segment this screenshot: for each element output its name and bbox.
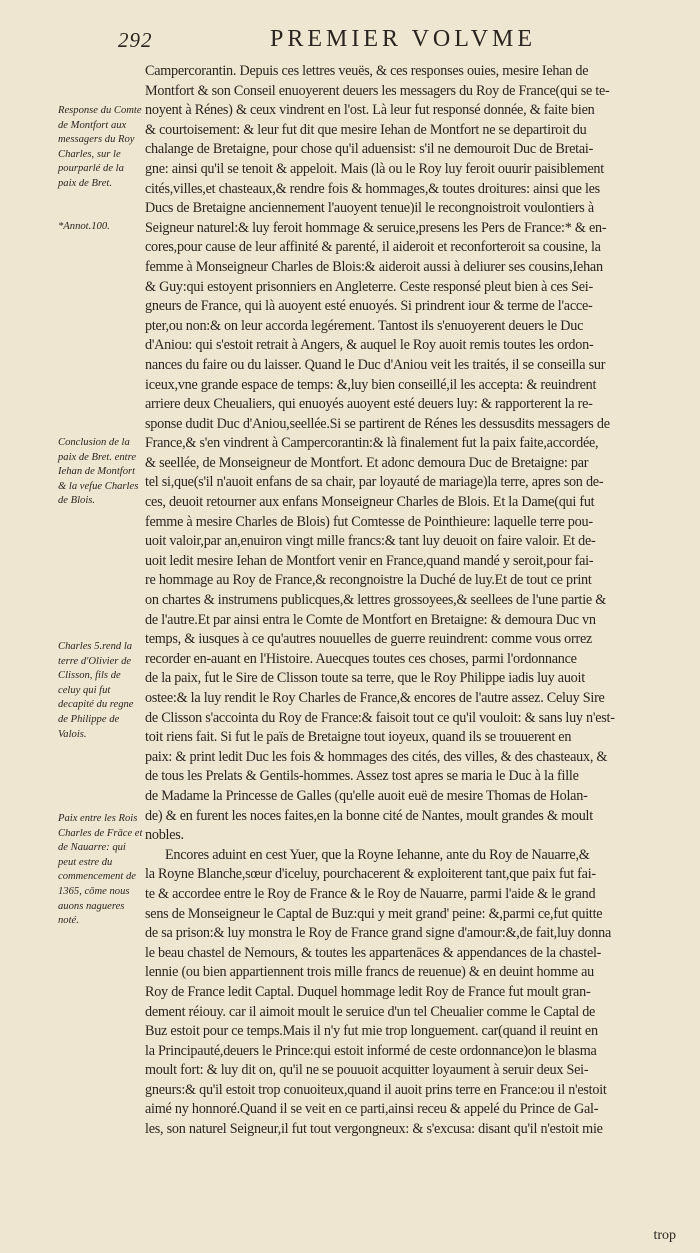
text-line: moult fort: & luy dit on, qu'il ne se pouuoit acquitter loyaument à seruir deux Sei- [145,1062,589,1079]
running-head [118,26,670,54]
text-line: iceux,vne grande espace de temps: &,luy bien conseillé,il les accepta: & reuindrent [145,376,597,393]
text-line: chalange de Bretaigne, pour chose qu'il aduensist: s'il ne demouroit Duc de Bretai- [145,141,594,158]
text-line: noyent à Rénes) & ceux vindrent en l'ost. Là leur fut responsé donnée, & faite bien [145,102,595,119]
text-line: la Royne Blanche,sœur d'iceluy, pourchacerent & exploiterent tant,que paix fut fai- [145,866,596,883]
text-line: d'Aniou: qui s'estoit retrait à Angers, & auquel le Roy auoit remis toutes les ordon- [145,337,594,354]
text-line: France,& s'en vindrent à Campercorantin:& là finalement fut la paix faite,accordée, [145,435,599,452]
text-line: de la paix, fut le Sire de Clisson toute sa terre, que le Roy Philippe iadis luy auoit [145,670,585,687]
catchword: trop [653,1228,676,1243]
text-line: & Guy:qui estoyent prisonniers en Angleterre. Ceste responsé pleut bien à ces Sei- [145,278,593,295]
text-line: cités,villes,et chasteaux,& rendre fois & hommages,& toutes droitures: ainsi que les [145,180,600,197]
text-line: cores,pour cause de leur affinité & parenté, il aideroit et reconforteroit sa cousine, la [145,239,601,256]
text-line: & seellée, de Monseigneur de Montfort. Et adonc demoura Duc de Bretaigne: par [145,454,589,471]
margin-note-peace-conclusion: Conclusion de la paix de Bret. entre Iehan de Montfort & la vefue Charles de Blois. [58,437,139,507]
margin-note-peace-navarre: Paix entre les Rois Charles de Frāce et de Nauarre: qui peut estre du commencement de 1365, cōme nous auons nagueres noté. [58,813,143,927]
page-title: PREMIER VOLVME [270,26,537,52]
text-line: Seigneur naturel:& luy feroit hommage & seruice,presens les Pers de France:* & en- [145,219,607,236]
text-line: de Madame la Princesse de Galles (qu'elle auoit euë de mesire Thomas de Holan- [145,787,588,804]
text-line: uoit valoir,par an,enuiron vingt mille francs:& tant luy deuoit on faire valoir. Et de- [145,533,596,550]
text-line: uoit ledit mesire Iehan de Montfort venir en France,quand mandé y seroit,pour fai- [145,552,594,569]
text-line: te & accordee entre le Roy de France & le Roy de Nauarre, parmi l'aide & le grand [145,885,596,902]
text-line: le beau chastel de Nemours, & toutes les appartenāces & appendances de la chastel- [145,944,602,961]
text-line: nances du faire ou du laisser. Quand le Duc d'Aniou veit les traités, il se conseilla sur [145,356,606,373]
margin-note-response-montfort: Response du Comte de Montfort aux messagers du Roy Charles, sur le pourparlé de la paix de Bret. [58,105,142,189]
text-line: gne: ainsi qu'il se tenoit & appeloit. Mais (là ou le Roy luy feroit ouurir paisiblement [145,160,604,177]
text-line: de) & en furent les noces faites,en la bonne cité de Nantes, moult grandes & moult [145,807,593,824]
text-line: Montfort & son Conseil enuoyerent deuers les messagers du Roy de France(qui se te- [145,82,610,99]
text-line: nobles. [145,827,184,844]
text-line: les, son naturel Seigneur,il fut tout vergongneux: & s'excusa: disant qu'il n'estoit mie [145,1121,603,1138]
text-line: paix: & print ledit Duc les fois & hommages des cités, des villes, & des chasteaux, & [145,748,608,765]
text-line: pter,ou non:& on leur accorda legérement. Tantost ils s'enuoyerent deuers le Duc [145,317,584,334]
text-line: dement réiouy. car il aimoit moult le seruice d'un tel Cheualier comme le Captal de [145,1003,596,1020]
text-line: sponse dudit Duc d'Aniou,seellée.Si se partirent de Rénes les dessusdits messagers de [145,415,610,432]
text-line: femme à mesire Charles de Blois) fut Comtesse de Pointhieure: laquelle terre pou- [145,513,593,530]
text-line: Roy de France ledit Captal. Duquel hommage ledit Roy de France fut moult gran- [145,983,591,1000]
text-line: on chartes & instrumens publicques,& lettres grossoyees,& seellees de l'une partie & [145,592,607,609]
body-text [145,62,675,1140]
text-line: femme à Monseigneur Charles de Blois:& aideroit aussi à deliurer ses cousins,Iehan [145,258,603,275]
text-line: de tous les Prelats & Gentils-hommes. Assez tost apres se maria le Duc à la fille [145,768,579,785]
page-number: 292 [118,28,153,52]
text-line: ostee:& la luy rendit le Roy Charles de France,& encores de l'autre assez. Celuy Sire [145,690,605,706]
text-line: Encores aduint en cest Yuer, que la Royne Iehanne, ante du Roy de Nauarre,& [165,846,590,863]
text-line: sens de Monseigneur le Captal de Buz:qui y meit grand' peine: &,parmi ce,fut quitte [145,905,603,922]
text-line: tel si,que(s'il n'auoit enfans de sa chair, par loyauté de mariage)la terre, apres son de- [145,474,604,491]
text-line: gneurs:& qu'il estoit trop conuoiteux,quand il auoit prins terre en France:ou il n'estoit [145,1081,607,1098]
text-line: la Principauté,deuers le Prince:qui estoit informé de ceste ordonnance)on le blasma [145,1042,597,1059]
text-line: arriere deux Cheualiers, qui enuoyés auoyent esté deuers luy: & rapporterent la re- [145,396,593,413]
text-line: ces, deuoit retourner aux enfans Monseigneur Charles de Blois. Et la Dame(qui fut [145,494,595,511]
text-line: aimé ny honnoré.Quand il se veit en ce parti,ainsi receu & appelé du Prince de Gal- [145,1101,599,1118]
text-line: de l'autre.Et par ainsi entra le Comte de Montfort en Bretaigne: & demoura Duc vn [145,611,596,628]
margin-note-clisson: Charles 5.rend la terre d'Olivier de Clisson, fils de celuy qui fut decapité du regne de Philippe de Valois. [58,641,134,740]
text-line: Ducs de Bretaigne anciennement l'auoyent tenue)il le recongnoistroit voulontiers à [145,200,594,217]
text-line: lennie (ou bien appartiennent trois mille francs de reuenue) & en deuint homme au [145,964,594,981]
text-line: re hommage au Roy de France,& recongnoistre la Duché de luy.Et de tout ce print [145,572,592,589]
text-line: de Clisson s'accointa du Roy de France:& faisoit tout ce qu'il vouloit: & sans luy n'est- [145,709,615,726]
text-line: Buz estoit pour ce temps.Mais il n'y fut mie trop longuement. car(quand il reuint en [145,1023,598,1040]
text-line: & courtoisement: & leur fut dit que mesire Iehan de Montfort ne se departiroit du [145,121,587,138]
text-line: toit riens fait. Si fut le païs de Bretaigne tout ioyeux, quand ils se trouuerent en [145,729,572,746]
text-line: temps, & iusques à ce qu'autres nouuelles de guerre reuindrent: comme vous orrez [145,631,593,648]
text-line: gneurs de France, qui là auoyent esté enuoyés. Si prindrent iour & terme de l'acce- [145,298,593,315]
text-line: Campercorantin. Depuis ces lettres veuës, & ces responses ouies, mesire Iehan de [145,63,589,79]
margin-note-annotation-ref: *Annot.100. [58,221,110,232]
text-line: de sa prison:& luy monstra le Roy de France grand signe d'amour:&,de fait,luy donna [145,925,612,942]
text-line: recorder en-auant en l'Histoire. Auecques toutes ces choses, parmi l'ordonnance [145,650,577,667]
